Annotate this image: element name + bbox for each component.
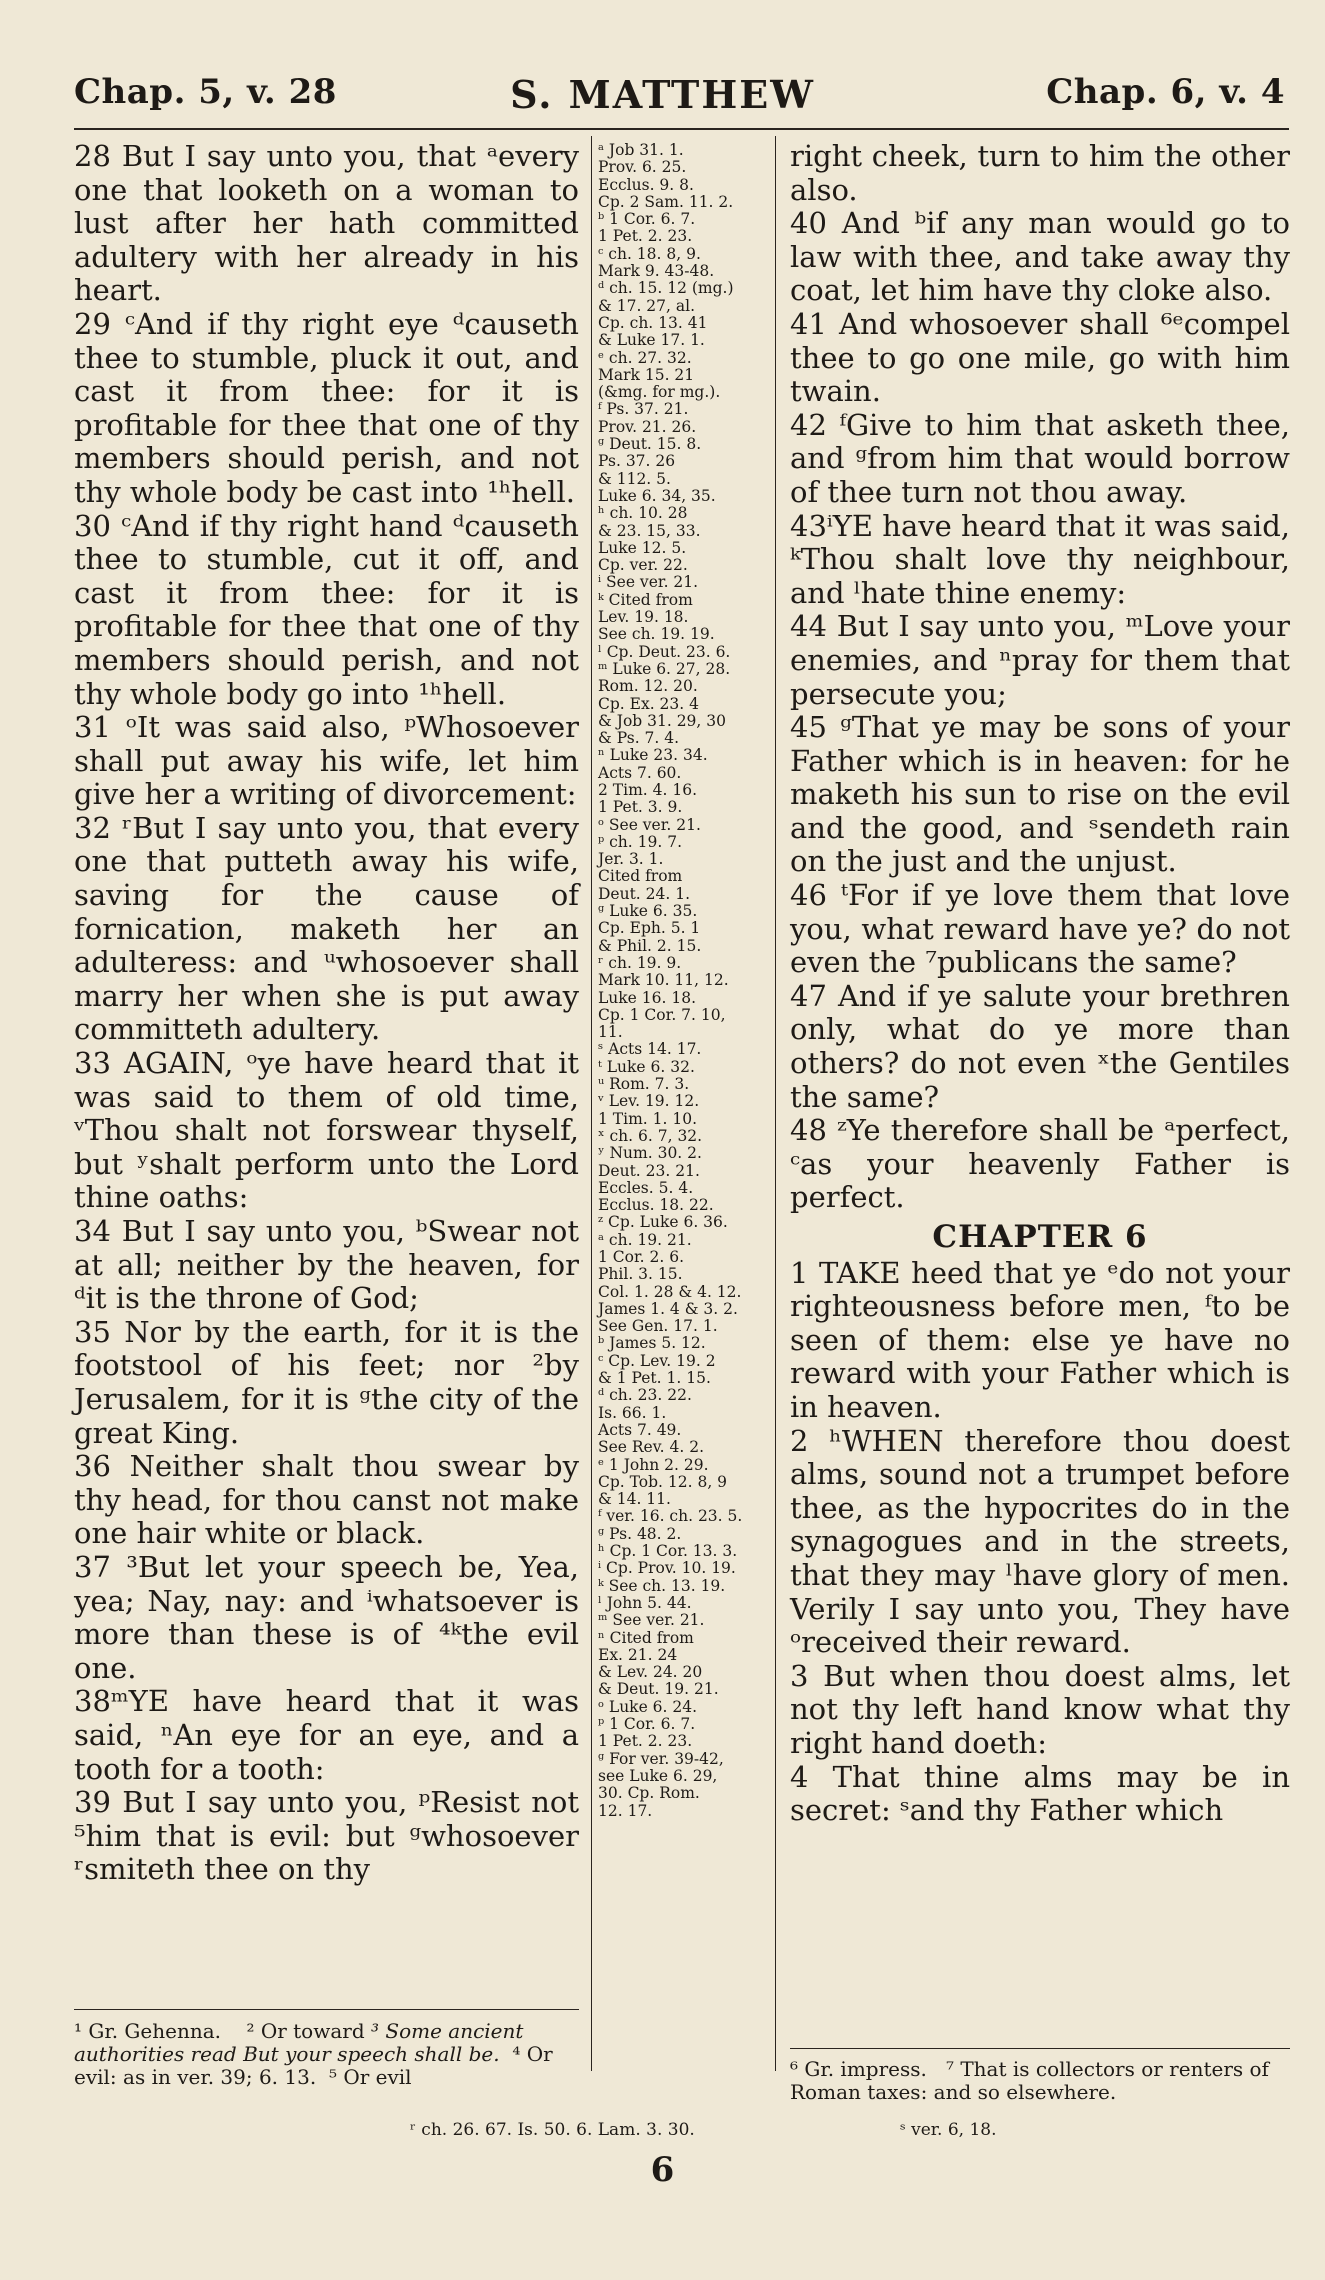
cross-reference-line: Eccles. 5. 4. xyxy=(598,1178,694,1197)
bottom-cross-reference: ʳ ch. 26. 67. Is. 50. 6. Lam. 3. 30. xyxy=(410,2120,695,2140)
cross-reference-line: ⁱ See ver. 21. xyxy=(598,573,699,592)
verse: 43ⁱYE have heard that it was said, ᵏThou shalt love thy neighbour, and ˡhate thine enemy: xyxy=(790,508,1290,610)
cross-reference-line: 1 Tim. 1. 10. xyxy=(598,1109,698,1128)
cross-reference-line: ᵍ For ver. 39-42, xyxy=(598,1749,724,1768)
cross-reference-line: Deut. 23. 21. xyxy=(598,1161,700,1180)
cross-reference-line: ᵃ ch. 19. 21. xyxy=(598,1230,692,1249)
cross-reference-line: 1 Pet. 2. 23. xyxy=(598,1732,693,1751)
cross-reference-line: 1 Cor. 2. 6. xyxy=(598,1248,685,1266)
footnote: ¹ Gr. Gehenna. xyxy=(74,2019,222,2043)
cross-reference-line: Ps. 37. 26 xyxy=(598,452,676,471)
cross-reference-line: ᶻ Cp. Luke 6. 36. xyxy=(598,1213,728,1232)
cross-reference-line: ʸ Num. 30. 2. xyxy=(598,1144,702,1163)
cross-reference-line: & 17. 27, al. xyxy=(598,296,696,315)
cross-reference-line: ˡ John 5. 44. xyxy=(598,1593,692,1612)
cross-reference-line: & Job 31. 29, 30 xyxy=(598,711,726,730)
cross-reference-line: ᶠ ver. 16. ch. 23. 5. xyxy=(598,1507,743,1526)
verse: 32 ʳBut I say unto you, that every one that putteth away his wife, saving for the cause of fornication, maketh her an adulteress: and ᵘwhosoever shall marry her when she is put away committeth adultery. xyxy=(74,810,579,1047)
cross-reference-line: ᵏ Cited from xyxy=(598,590,693,609)
cross-reference-line: Deut. 24. 1. xyxy=(598,884,691,903)
cross-reference-line: & 112. 5. xyxy=(598,469,671,488)
page-number: 6 xyxy=(650,2150,675,2190)
column-divider-right xyxy=(775,136,776,2071)
cross-reference-line: ᵖ ch. 19. 7. xyxy=(598,832,683,851)
footnote: ⁷ That is collectors or renters of Roman taxes: and so elsewhere. xyxy=(790,2057,1269,2104)
running-head-right: Chap. 6, v. 4 xyxy=(1046,72,1285,112)
cross-reference-line: Lev. 19. 18. xyxy=(598,608,689,627)
verse: 39 But I say unto you, ᵖResist not ⁵him that is evil: but ᵍwhosoever ʳsmiteth thee on thy xyxy=(74,1785,579,1887)
footnote: ⁴ Or evil: as in ver. 39; 6. 13. xyxy=(74,2042,553,2089)
cross-reference-line: ᵘ Rom. 7. 3. xyxy=(598,1075,690,1094)
cross-reference-line: 1 Pet. 2. 23. xyxy=(598,227,693,246)
cross-reference-line: ᵇ 1 Cor. 6. 7. xyxy=(598,210,696,229)
cross-reference-line: Ecclus. 9. 8. xyxy=(598,175,694,194)
cross-reference-line: & Deut. 19. 21. xyxy=(598,1680,719,1699)
cross-reference-line: ⁱ Cp. Prov. 10. 19. xyxy=(598,1559,736,1578)
book-title: S. MATTHEW xyxy=(510,72,815,117)
cross-reference-line: ʳ ch. 19. 9. xyxy=(598,953,682,972)
cross-reference-line: Ex. 21. 24 xyxy=(598,1645,678,1664)
cross-reference-line: Col. 1. 28 & 4. 12. xyxy=(598,1282,742,1301)
cross-reference-line: ᵐ Luke 6. 27, 28. xyxy=(598,659,731,678)
verse: 29 ᶜAnd if thy right eye ᵈcauseth thee to stumble, pluck it out, and cast it from thee: for it is profitable for thee that one of thy members should perish, and not thy whole body be cast into ¹ʰhell. xyxy=(74,306,579,509)
verse: 4 That thine alms may be in secret: ˢand thy Father which xyxy=(790,1759,1290,1828)
cross-reference-line: Acts 7. 60. xyxy=(598,763,682,782)
cross-reference-line: ᵈ ch. 15. 12 (mg.) xyxy=(598,279,734,298)
verse: right cheek, turn to him the other also. xyxy=(790,139,1290,207)
footnote: ³ Some ancient authorities read But your speech shall be. xyxy=(74,2019,524,2066)
cross-reference-line: Cp. Tob. 12. 8, 9 xyxy=(598,1472,728,1491)
cross-reference-line: Is. 66. 1. xyxy=(598,1403,667,1422)
cross-reference-line: ˢ Acts 14. 17. xyxy=(598,1040,702,1059)
verse: 36 Neither shalt thou swear by thy head, for thou canst not make one hair white or black. xyxy=(74,1449,579,1551)
cross-reference-line: ˡ Cp. Deut. 23. 6. xyxy=(598,642,731,661)
left-text-column xyxy=(74,140,579,1887)
footnote: ² Or toward xyxy=(246,2019,365,2043)
verse: 42 ᶠGive to him that asketh thee, and ᵍfrom him that would borrow of thee turn not thou away. xyxy=(790,407,1290,509)
cross-reference-line: Mark 9. 43-48. xyxy=(598,262,715,281)
right-text-column xyxy=(790,140,1290,1828)
cross-reference-line: & 1 Pet. 1. 15. xyxy=(598,1369,711,1388)
cross-reference-line: Ecclus. 18. 22. xyxy=(598,1196,714,1215)
cross-reference-line: ᵗ Luke 6. 32. xyxy=(598,1057,695,1076)
cross-reference-line: Phil. 3. 15. xyxy=(598,1265,683,1284)
cross-reference-line: ᵉ ch. 27. 32. xyxy=(598,348,692,367)
cross-reference-line: Mark 15. 21 xyxy=(598,365,695,384)
cross-reference-line: ᶠ Ps. 37. 21. xyxy=(598,400,689,419)
cross-reference-line: see Luke 6. 29, xyxy=(598,1766,718,1785)
cross-reference-line: & Ps. 7. 4. xyxy=(598,729,680,748)
verse: 31 ᵒIt was said also, ᵖWhosoever shall put away his wife, let him give her a writing of divorcement: xyxy=(74,710,579,812)
cross-reference-line: Cp. ch. 13. 41 xyxy=(598,313,708,332)
verse: 1 TAKE heed that ye ᵉdo not your righteousness before men, ᶠto be seen of them: else ye have no reward with your Father which is in heaven. xyxy=(790,1255,1290,1424)
footnote-rule-right xyxy=(790,2048,1290,2049)
header-rule xyxy=(74,128,1289,130)
cross-reference-line: ᵃ Job 31. 1. xyxy=(598,141,684,159)
cross-reference-line: ᵉ 1 John 2. 29. xyxy=(598,1455,709,1474)
cross-reference-line: 1 Pet. 3. 9. xyxy=(598,798,683,817)
cross-reference-line: & 23. 15, 33. xyxy=(598,521,701,540)
cross-reference-line: & 14. 11. xyxy=(598,1490,671,1509)
verse: 41 And whosoever shall ⁶ᵉcompel thee to go one mile, go with him twain. xyxy=(790,306,1290,409)
cross-reference-line: Cp. 1 Cor. 7. 10, xyxy=(598,1005,726,1024)
footnote: ⁵ Or evil xyxy=(328,2065,412,2089)
verse: 3 But when thou doest alms, let not thy left hand know what thy right hand doeth: xyxy=(790,1658,1290,1760)
cross-reference-line: Prov. 21. 26. xyxy=(598,417,697,436)
cross-reference-line: ᵖ 1 Cor. 6. 7. xyxy=(598,1715,696,1734)
cross-reference-line: Cited from xyxy=(598,867,683,886)
cross-reference-line: ᵒ See ver. 21. xyxy=(598,815,701,834)
chapter-heading: CHAPTER 6 xyxy=(932,1219,1148,1255)
cross-reference-line: & Lev. 24. 20 xyxy=(598,1663,703,1682)
cross-reference-line: ᵍ Deut. 15. 8. xyxy=(598,435,702,454)
cross-reference-line: & Luke 17. 1. xyxy=(598,331,705,350)
verse: 48 ᶻYe therefore shall be ᵃperfect, ᶜas your heavenly Father is perfect. xyxy=(790,1113,1290,1215)
cross-reference-line: & Phil. 2. 15. xyxy=(598,936,702,955)
verse: 30 ᶜAnd if thy right hand ᵈcauseth thee to stumble, cut it off, and cast it from thee: for it is profitable for thee that one of thy members should perish, and not thy whole body go into ¹ʰhell. xyxy=(74,508,579,711)
cross-reference-line: Cp. 2 Sam. 11. 2. xyxy=(598,192,734,211)
cross-reference-line: ʰ Cp. 1 Cor. 13. 3. xyxy=(598,1542,738,1561)
verse: 46 ᵗFor if ye love them that love you, what reward have ye? do not even the ⁷publicans the same? xyxy=(790,878,1290,980)
cross-reference-line: ᵏ See ch. 13. 19. xyxy=(598,1576,726,1595)
cross-reference-line: 2 Tim. 4. 16. xyxy=(598,780,698,799)
cross-reference-line: ʰ ch. 10. 28 xyxy=(598,504,688,523)
cross-reference-line: Luke 6. 34, 35. xyxy=(598,486,716,505)
cross-reference-line: ⁿ Luke 23. 34. xyxy=(598,746,708,765)
footnote: ⁶ Gr. impress. xyxy=(790,2057,927,2081)
cross-reference-column xyxy=(598,142,770,1820)
cross-reference-line: James 1. 4 & 3. 2. xyxy=(598,1299,738,1318)
verse: 40 And ᵇif any man would go to law with thee, and take away thy coat, let him have thy cloke also. xyxy=(790,206,1290,308)
cross-reference-line: 11. xyxy=(598,1023,623,1042)
verse: 45 ᵍThat ye may be sons of your Father which is in heaven: for he maketh his sun to rise on the evil and the good, and ˢsendeth rain on the just and the unjust. xyxy=(790,710,1290,879)
cross-reference-line: Cp. Eph. 5. 1 xyxy=(598,919,701,938)
cross-reference-line: ᵍ Ps. 48. 2. xyxy=(598,1524,682,1543)
footnotes-left xyxy=(74,2020,584,2089)
column-divider-left xyxy=(591,136,592,2071)
verse: 2 ʰWHEN therefore thou doest alms, sound not a trumpet before thee, as the hypocrites do in the synagogues and in the streets, that they may ˡhave glory of men. Verily I say unto you, They have ᵒreceived their reward. xyxy=(790,1423,1290,1660)
cross-reference-line: Cp. ver. 22. xyxy=(598,556,688,575)
cross-reference-line: Prov. 6. 25. xyxy=(598,158,687,177)
cross-reference-line: ᵐ See ver. 21. xyxy=(598,1611,705,1630)
cross-reference-line: ᵇ James 5. 12. xyxy=(598,1334,706,1353)
verse: 37 ³But let your speech be, Yea, yea; Nay, nay: and ⁱwhatsoever is more than these is of ⁴ᵏthe evil one. xyxy=(74,1549,579,1685)
cross-reference-line: (&mg. for mg.). xyxy=(598,383,721,402)
running-head-left: Chap. 5, v. 28 xyxy=(74,72,337,112)
cross-reference-line: ᶜ ch. 18. 8, 9. xyxy=(598,244,701,263)
cross-reference-line: See Gen. 17. 1. xyxy=(598,1317,718,1336)
cross-reference-line: Mark 10. 11, 12. xyxy=(598,971,729,990)
cross-reference-line: See Rev. 4. 2. xyxy=(598,1438,705,1457)
bottom-cross-reference-right: ˢ ver. 6, 18. xyxy=(900,2120,997,2140)
cross-reference-line: Luke 16. 18. xyxy=(598,988,696,1007)
cross-reference-line: Acts 7. 49. xyxy=(598,1420,682,1439)
verse: 28 But I say unto you, that ᵃevery one that looketh on a woman to lust after her hath committed adultery with her already in his heart. xyxy=(74,139,579,308)
cross-reference-line: ᵛ Lev. 19. 12. xyxy=(598,1092,700,1111)
cross-reference-line: Cp. Ex. 23. 4 xyxy=(598,694,699,713)
cross-reference-line: ᵒ Luke 6. 24. xyxy=(598,1697,698,1716)
cross-reference-line: Luke 12. 5. xyxy=(598,538,687,557)
cross-reference-line: 30. Cp. Rom. xyxy=(598,1784,700,1803)
cross-reference-line: 12. 17. xyxy=(598,1801,653,1820)
verse: 34 But I say unto you, ᵇSwear not at all; neither by the heaven, for ᵈit is the throne of God; xyxy=(74,1214,579,1316)
cross-reference-line: Jer. 3. 1. xyxy=(598,850,664,869)
verse: 33 AGAIN, ᵒye have heard that it was said to them of old time, ᵛThou shalt not forswear thyself, but ʸshalt perform unto the Lord thine oaths: xyxy=(74,1046,579,1215)
cross-reference-line: ᶜ Cp. Lev. 19. 2 xyxy=(598,1351,716,1370)
cross-reference-line: ᵈ ch. 23. 22. xyxy=(598,1386,692,1405)
verse: 38ᵐYE have heard that it was said, ⁿAn eye for an eye, and a tooth for a tooth: xyxy=(74,1684,579,1786)
cross-reference-line: See ch. 19. 19. xyxy=(598,625,715,644)
cross-reference-line: ˣ ch. 6. 7, 32. xyxy=(598,1126,703,1145)
footnote-rule-left xyxy=(74,2009,579,2010)
verse: 44 But I say unto you, ᵐLove your enemies, and ⁿpray for them that persecute you; xyxy=(790,609,1290,711)
cross-reference-line: ᵍ Luke 6. 35. xyxy=(598,902,698,921)
footnotes-right xyxy=(790,2058,1290,2104)
verse: 35 Nor by the earth, for it is the footstool of his feet; nor ²by Jerusalem, for it is ᵍthe city of the great King. xyxy=(74,1314,579,1450)
cross-reference-line: ⁿ Cited from xyxy=(598,1628,694,1647)
cross-reference-line: Rom. 12. 20. xyxy=(598,677,698,696)
verse: 47 And if ye salute your brethren only, what do ye more than others? do not even ˣthe Gentiles the same? xyxy=(790,978,1290,1114)
